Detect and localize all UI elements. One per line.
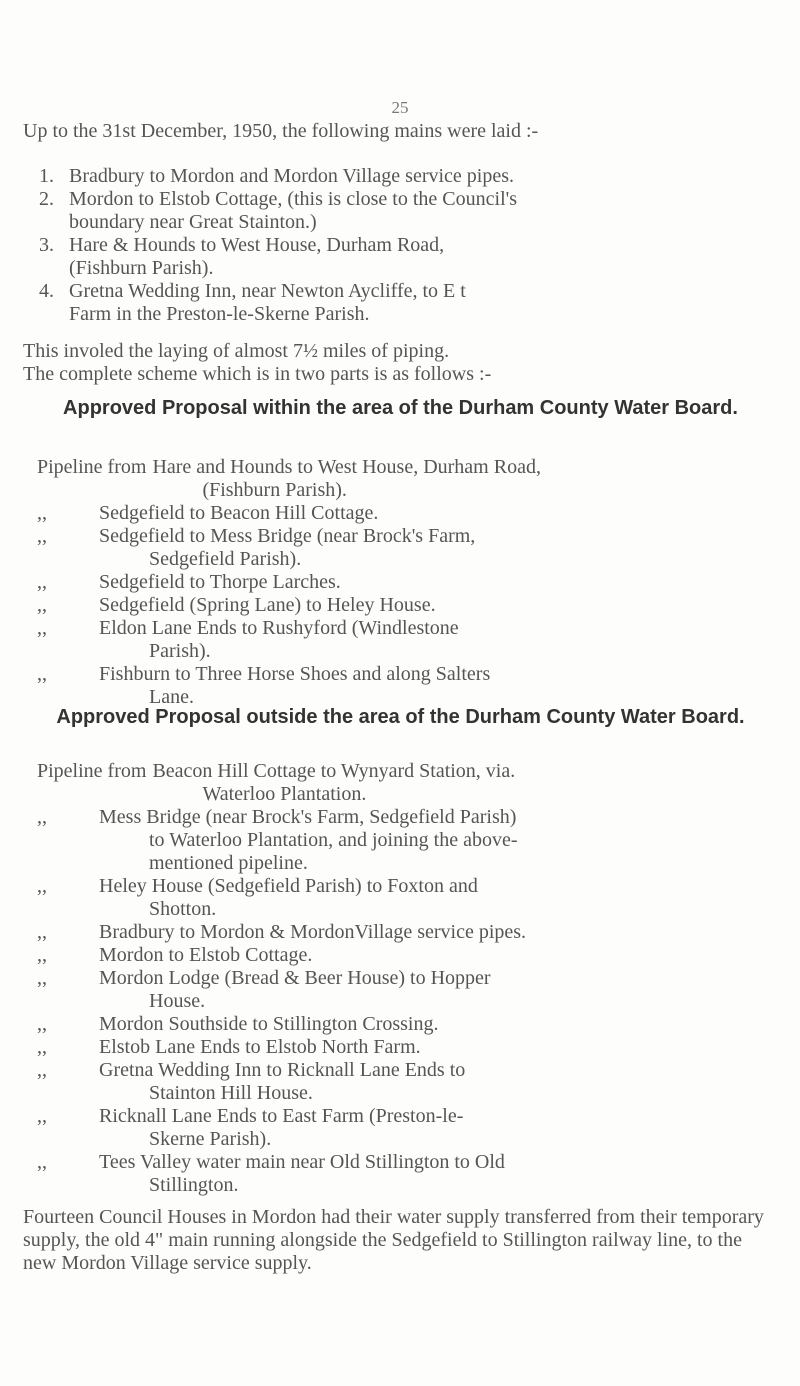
summary-line: The complete scheme which is in two parts is as follows :-	[23, 363, 492, 385]
item-number: 2.	[39, 188, 54, 210]
pipeline-line: Elstob Lane Ends to Elstob North Farm.	[99, 1036, 421, 1058]
pipeline-line: Bradbury to Mordon & MordonVillage service pipes.	[99, 921, 527, 943]
pipeline-row	[37, 617, 787, 663]
pipeline-line: Mess Bridge (near Brock's Farm, Sedgefield Parish)	[99, 806, 517, 828]
pipeline-line: Tees Valley water main near Old Stillington to Old	[99, 1151, 505, 1173]
item-line: Farm in the Preston-le-Skerne Parish.	[69, 303, 370, 325]
pipeline-text	[99, 875, 787, 921]
pipeline-line: to Waterloo Plantation, and joining the above-	[149, 829, 518, 851]
item-line: Mordon to Elstob Cottage, (this is close to the Council's	[69, 188, 518, 210]
pipeline-row	[37, 806, 787, 875]
pipeline-text	[99, 1059, 787, 1105]
pipeline-line: Sedgefield Parish).	[149, 548, 302, 570]
ditto-mark: ,,	[37, 1013, 47, 1035]
pipeline-text	[99, 617, 787, 663]
pipeline-row	[37, 921, 787, 944]
list-item	[39, 188, 784, 234]
list-item	[39, 165, 784, 188]
pipeline-row	[37, 594, 787, 617]
item-text	[69, 188, 784, 234]
pipeline-line: Sedgefield to Thorpe Larches.	[99, 571, 341, 593]
pipeline-text	[99, 1013, 787, 1036]
pipeline-text	[99, 1036, 787, 1059]
pipeline-line: Shotton.	[149, 898, 217, 920]
ditto-mark: ,,	[37, 502, 47, 524]
pipeline-text	[99, 571, 787, 594]
item-line: (Fishburn Parish).	[69, 257, 214, 279]
pipeline-text	[99, 967, 787, 1013]
pipeline-line: Mordon Southside to Stillington Crossing.	[99, 1013, 439, 1035]
pipeline-line: Sedgefield to Beacon Hill Cottage.	[99, 502, 379, 524]
list-item	[39, 234, 784, 280]
pipeline-row	[37, 456, 787, 502]
item-number: 3.	[39, 234, 54, 256]
ditto-mark: ,,	[37, 875, 47, 897]
pipeline-text	[99, 594, 787, 617]
pipeline-line: Beacon Hill Cottage to Wynyard Station, via.	[152, 760, 516, 782]
list-item	[39, 280, 784, 326]
ditto-mark: ,,	[37, 617, 47, 639]
pipeline-line: Fishburn to Three Horse Shoes and along Salters	[99, 663, 491, 685]
item-line: boundary near Great Stainton.)	[69, 211, 317, 233]
item-text	[69, 234, 784, 280]
pipeline-row	[37, 571, 787, 594]
pipeline-text	[99, 1151, 787, 1197]
pipeline-line: Stainton Hill House.	[149, 1082, 313, 1104]
pipeline-row	[37, 1059, 787, 1105]
ditto-mark: ,,	[37, 944, 47, 966]
item-number: 1.	[39, 165, 54, 187]
pipeline-text	[99, 921, 787, 944]
pipeline-row	[37, 967, 787, 1013]
pipeline-row	[37, 1151, 787, 1197]
pipeline-line: Heley House (Sedgefield Parish) to Foxton and	[99, 875, 478, 897]
pipeline-line: Sedgefield to Mess Bridge (near Brock's Farm,	[99, 525, 476, 547]
pipeline-text	[152, 456, 787, 502]
ditto-mark: ,,	[37, 1036, 47, 1058]
ditto-mark: ,,	[37, 525, 47, 547]
pipeline-line: Sedgefield (Spring Lane) to Heley House.	[99, 594, 436, 616]
pipeline-row	[37, 663, 787, 709]
pipeline-row	[37, 1036, 787, 1059]
ditto-mark: ,,	[37, 1059, 47, 1081]
pipeline-line: Eldon Lane Ends to Rushyford (Windlestone	[99, 617, 459, 639]
pipeline-text	[99, 1105, 787, 1151]
pipeline-line: Ricknall Lane Ends to East Farm (Preston-le-	[99, 1105, 464, 1127]
ditto-mark: ,,	[37, 1151, 47, 1173]
within-pipeline-list	[37, 456, 787, 709]
ditto-mark: ,,	[37, 1105, 47, 1127]
summary-paragraph	[23, 340, 778, 386]
pipeline-line: Mordon Lodge (Bread & Beer House) to Hopper	[99, 967, 491, 989]
pipeline-row	[37, 760, 787, 806]
pipeline-text	[99, 663, 787, 709]
pipeline-line: Stillington.	[149, 1174, 239, 1196]
item-text: Bradbury to Mordon and Mordon Village service pipes.	[69, 165, 515, 187]
pipeline-line: mentioned pipeline.	[149, 852, 308, 874]
item-number: 4.	[39, 280, 54, 302]
pipeline-row	[37, 875, 787, 921]
pipeline-line: Mordon to Elstob Cottage.	[99, 944, 313, 966]
section-heading-outside: Approved Proposal outside the area of the Durham County Water Board.	[56, 706, 745, 728]
pipeline-row	[37, 502, 787, 525]
outside-pipeline-list	[37, 760, 787, 1197]
pipeline-line: Lane.	[149, 686, 194, 708]
pipeline-row	[37, 525, 787, 571]
pipeline-line: Waterloo Plantation.	[202, 783, 367, 805]
closing-paragraph: Fourteen Council Houses in Mordon had their water supply transferred from their temporary supply, the old 4" main running alongside the Sedgefield to Stillington railway line, to the new Mordon Village service supply.	[23, 1206, 764, 1274]
ditto-mark: ,,	[37, 663, 47, 685]
item-text	[69, 280, 784, 326]
pipeline-lead: Pipeline from	[37, 760, 147, 782]
ditto-mark: ,,	[37, 967, 47, 989]
pipeline-text	[152, 760, 787, 806]
ditto-mark: ,,	[37, 571, 47, 593]
ditto-mark: ,,	[37, 921, 47, 943]
pipeline-line: (Fishburn Parish).	[202, 479, 347, 501]
section-heading-within: Approved Proposal within the area of the Durham County Water Board.	[63, 397, 738, 419]
ditto-mark: ,,	[37, 806, 47, 828]
pipeline-line: Parish).	[149, 640, 211, 662]
pipeline-line: Skerne Parish).	[149, 1128, 272, 1150]
pipeline-line: Hare and Hounds to West House, Durham Road,	[152, 456, 541, 478]
item-line: Gretna Wedding Inn, near Newton Aycliffe, to E t	[69, 280, 466, 302]
intro-paragraph: Up to the 31st December, 1950, the following mains were laid :-	[23, 120, 539, 142]
pipeline-text	[99, 525, 787, 571]
pipeline-row	[37, 1013, 787, 1036]
pipeline-line: House.	[149, 990, 206, 1012]
pipeline-text	[99, 806, 787, 875]
summary-line: This involed the laying of almost 7½ miles of piping.	[23, 340, 450, 362]
item-line: Hare & Hounds to West House, Durham Road,	[69, 234, 445, 256]
ditto-mark: ,,	[37, 594, 47, 616]
mains-laid-list	[39, 165, 784, 326]
pipeline-line: Gretna Wedding Inn to Ricknall Lane Ends to	[99, 1059, 466, 1081]
page-number: 25	[391, 98, 409, 117]
pipeline-text	[99, 944, 787, 967]
pipeline-row	[37, 944, 787, 967]
pipeline-lead: Pipeline from	[37, 456, 147, 478]
pipeline-row	[37, 1105, 787, 1151]
pipeline-text	[99, 502, 787, 525]
